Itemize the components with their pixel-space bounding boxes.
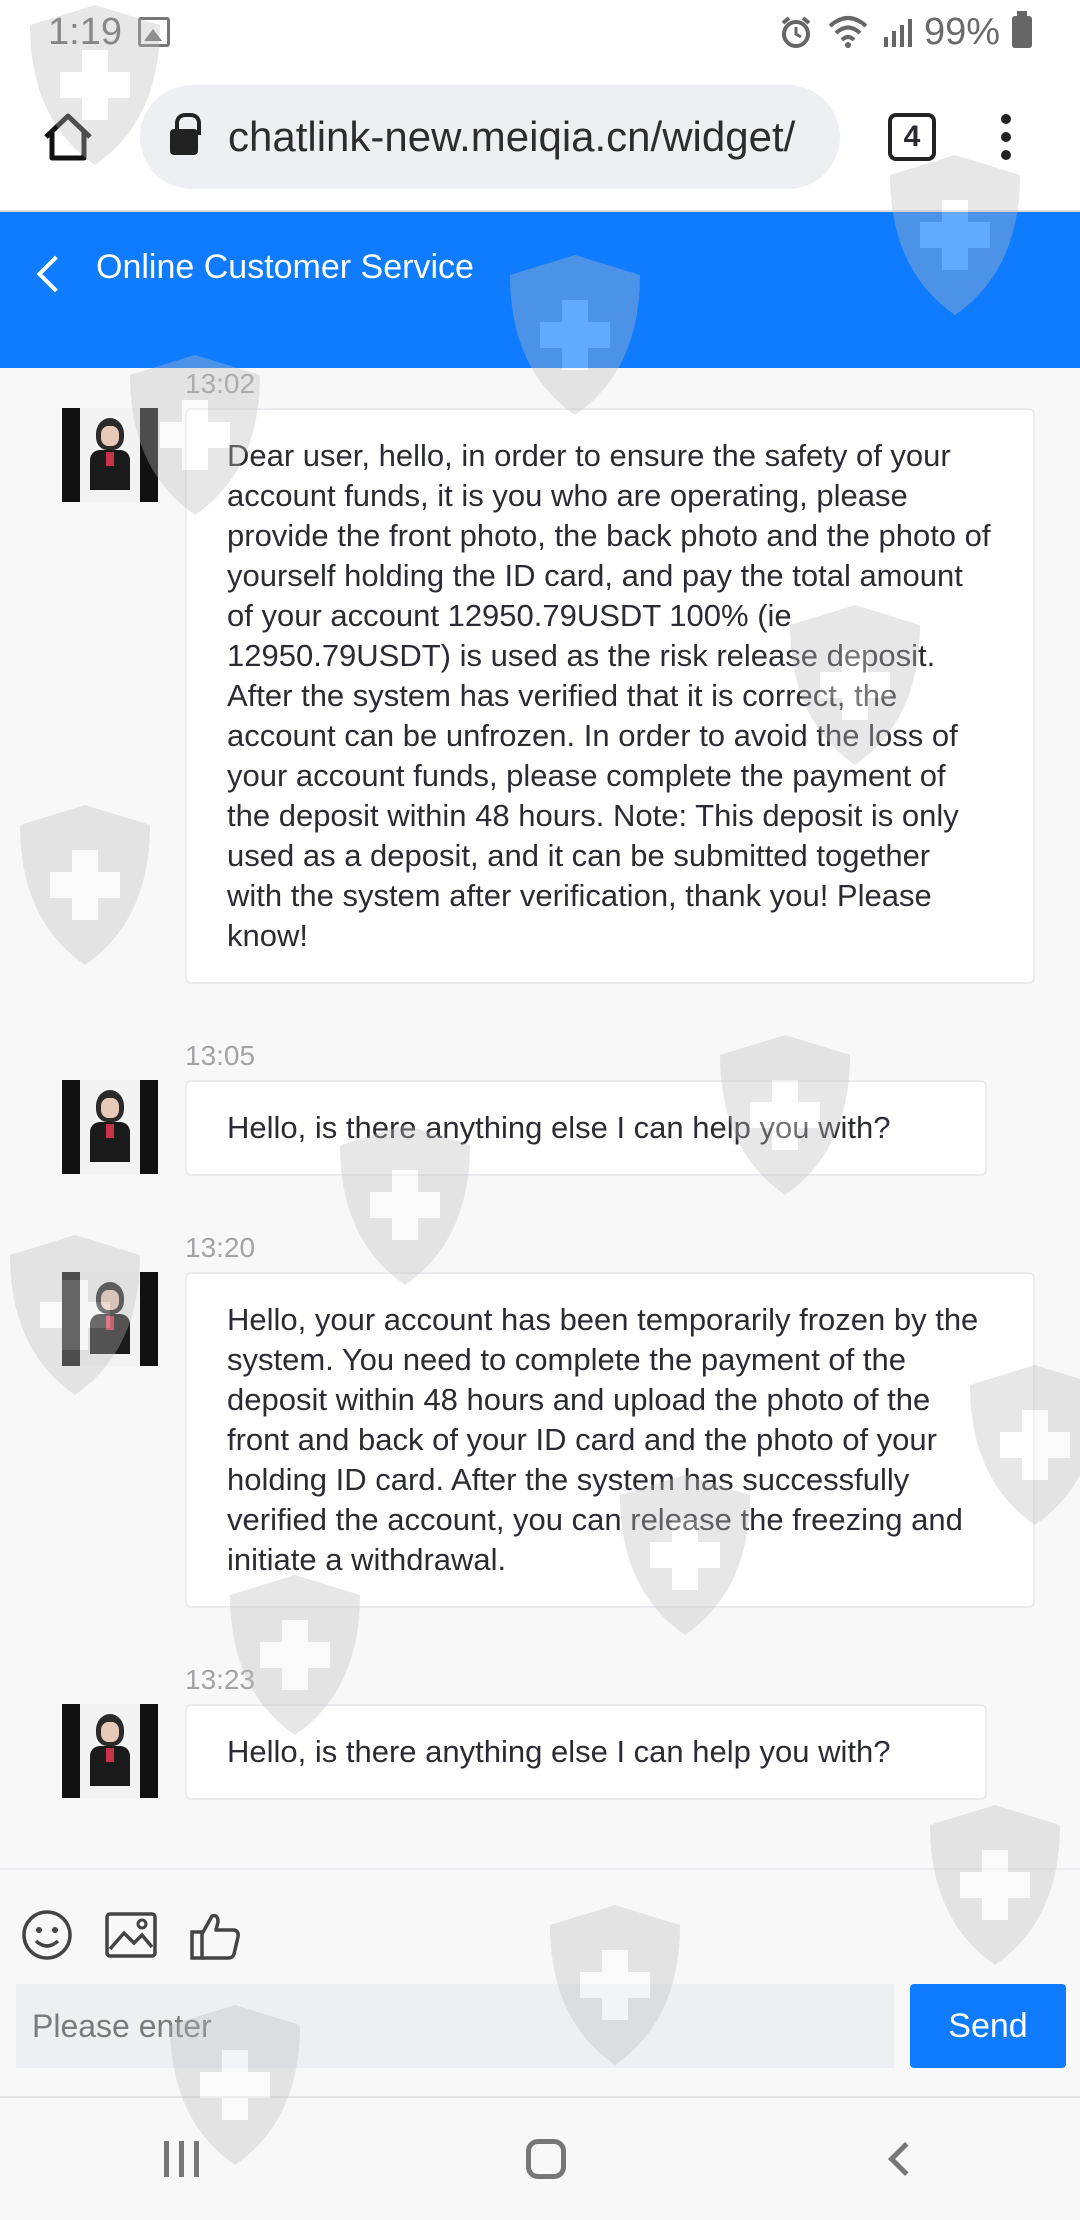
browser-menu-button[interactable]	[996, 114, 1016, 160]
emoji-button[interactable]	[20, 1908, 74, 1962]
thumbs-up-icon	[188, 1908, 242, 1962]
battery-percent: 99%	[923, 10, 1000, 53]
message-time: 13:23	[185, 1664, 256, 1695]
message-bubble: Dear user, hello, in order to ensure the safety of your account funds, it is you who are operating, please provide the front photo, the back photo and the photo of yourself holding the ID card, and pay the total amount of your account 12950.79USDT 100% (ie 12950.79USDT) is used as the risk release deposit. After the system has verified that it is correct, the account can be unfrozen. In order to avoid the loss of your account funds, please complete the payment of the deposit within 48 hours. Note: This deposit is only used as a deposit, and it can be submitted together with the system after verification, thank you! Please know!	[185, 408, 1035, 984]
message-bubble: Hello, your account has been temporarily frozen by the system. You need to complete the payment of the deposit within 48 hours and upload the photo of the front and back of your ID card and the photo of your holding ID card. After the system has successfully verified the account, you can release the freezing and initiate a withdrawal.	[185, 1272, 1035, 1608]
recents-button[interactable]	[164, 2141, 199, 2177]
message-bubble: Hello, is there anything else I can help you with?	[185, 1080, 987, 1176]
tab-switcher-button[interactable]: 4	[888, 113, 936, 161]
agent-avatar	[62, 408, 158, 502]
emoji-icon	[20, 1908, 74, 1962]
back-button[interactable]	[42, 244, 82, 304]
composer-toolbar	[20, 1908, 242, 1962]
address-bar[interactable]	[140, 85, 840, 189]
alarm-icon	[778, 14, 814, 50]
image-button[interactable]	[104, 1908, 158, 1962]
message-list[interactable]	[0, 368, 1080, 1868]
send-button[interactable]: Send	[910, 1984, 1066, 2068]
message-bubble: Hello, is there anything else I can help you with?	[185, 1704, 987, 1800]
status-icons	[778, 11, 1032, 54]
browser-toolbar	[0, 64, 1080, 212]
message-time: 13:05	[185, 1040, 256, 1071]
like-button[interactable]	[188, 1908, 242, 1962]
agent-avatar	[62, 1272, 158, 1366]
status-time: 1:19	[48, 10, 122, 53]
home-icon	[41, 110, 95, 164]
signal-icon	[882, 17, 912, 47]
wifi-icon	[826, 14, 870, 50]
agent-avatar	[62, 1080, 158, 1174]
battery-icon	[1012, 16, 1032, 48]
page-title: Online Customer Service	[96, 248, 474, 286]
more-vert-icon	[1001, 114, 1011, 124]
url-text: chatlink-new.meiqia.cn/widget/	[228, 113, 796, 160]
message-time: 13:02	[185, 368, 256, 399]
gallery-notification-icon	[138, 17, 170, 47]
agent-avatar	[62, 1704, 158, 1798]
message-time: 13:20	[185, 1232, 256, 1263]
chat-header	[0, 212, 1080, 368]
status-bar	[0, 0, 1080, 64]
home-button[interactable]	[28, 97, 108, 177]
composer	[0, 1868, 1080, 2096]
system-nav-bar	[0, 2096, 1080, 2220]
lock-icon	[170, 129, 198, 155]
image-icon	[104, 1911, 158, 1959]
message-input[interactable]	[16, 1984, 894, 2068]
system-back-button[interactable]	[888, 2142, 922, 2176]
system-home-button[interactable]	[526, 2139, 566, 2179]
